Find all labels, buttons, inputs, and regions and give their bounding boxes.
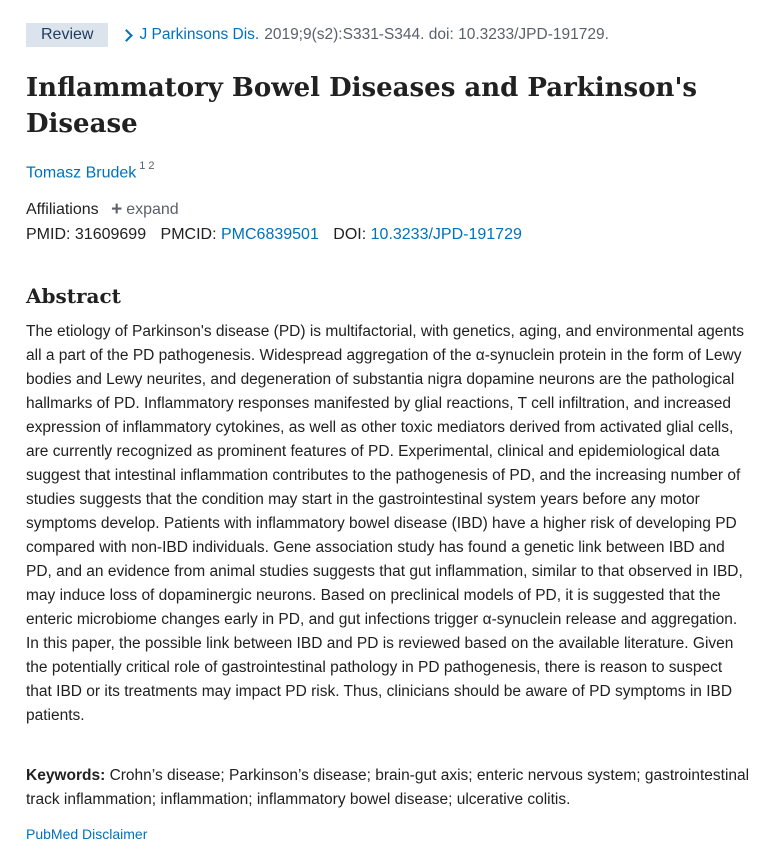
pmcid-label: PMCID: xyxy=(160,226,217,243)
pmcid-link[interactable]: PMC6839501 xyxy=(221,226,319,243)
abstract-heading: Abstract xyxy=(26,284,121,308)
pmid-value: 31609699 xyxy=(74,226,147,243)
doi-link[interactable]: 10.3233/JPD-191729 xyxy=(370,226,522,243)
keywords-text: Crohn’s disease; Parkinson’s disease; brain-gut axis; enteric nervous system; gastrointestinal track inflammation; inflammation; inflammatory bowel disease; ulcerative colitis. xyxy=(26,767,750,808)
citation-row xyxy=(26,23,609,47)
chevron-right-icon[interactable] xyxy=(121,29,134,42)
doi-label: DOI: xyxy=(333,226,367,243)
author-link[interactable]: Tomasz Brudek xyxy=(26,164,137,182)
authors-list xyxy=(26,162,155,182)
publication-type-badge: Review xyxy=(26,23,108,47)
keywords-label: Keywords: xyxy=(26,767,106,784)
keywords xyxy=(26,764,750,812)
citation-details: 2019;9(s2):S331-S344. doi: 10.3233/JPD-191729. xyxy=(264,26,609,43)
pubmed-disclaimer-link[interactable]: PubMed Disclaimer xyxy=(26,826,148,842)
plus-icon: + xyxy=(111,199,123,220)
article-title: Inflammatory Bowel Diseases and Parkinson's Disease xyxy=(26,73,698,139)
expand-label: expand xyxy=(126,201,179,218)
affiliation-ref-2[interactable]: 2 xyxy=(148,160,155,172)
pmid-label: PMID: xyxy=(26,226,71,243)
affiliations-row xyxy=(26,198,179,220)
affiliations-label: Affiliations xyxy=(26,201,99,218)
article-identifiers xyxy=(26,226,522,244)
abstract-text: The etiology of Parkinson's disease (PD) is multifactorial, with genetics, aging, and environmental agents all a part of the PD pathogenesis. Widespread aggregation of the α-synuclein protein in the form of Lewy bodies and Lewy neurites, and degeneration of substantia nigra dopamine neurons are the pathological hallmarks of PD. Inflammatory responses manifested by glial reactions, T cell infiltration, and increased expression of inflammatory cytokines, as well as other toxic mediators derived from activated glial cells, are currently recognized as prominent features of PD. Experimental, clinical and epidemiological data suggest that intestinal inflammation contributes to the pathogenesis of PD, and the increasing number of studies suggests that the condition may start in the gastrointestinal system years before any motor symptoms develop. Patients with inflammatory bowel disease (IBD) have a higher risk of developing PD compared with non-IBD individuals. Gene association study has found a genetic link between IBD and PD, and an evidence from animal studies suggests that gut inflammation, similar to that observed in IBD, may induce loss of dopaminergic neurons. Based on preclinical models of PD, it is suggested that the enteric microbiome changes early in PD, and gut infections trigger α-synuclein release and aggregation. In this paper, the possible link between IBD and PD is reviewed based on the available literature. Given the potentially critical role of gastrointestinal pathology in PD pathogenesis, there is reason to suspect that IBD or its treatments may impact PD risk. Thus, clinicians should be aware of PD symptoms in IBD patients. xyxy=(26,323,745,724)
affiliation-ref-1[interactable]: 1 xyxy=(139,160,146,172)
affiliations-expand-button[interactable] xyxy=(111,201,179,218)
journal-link[interactable]: J Parkinsons Dis. xyxy=(139,26,260,43)
